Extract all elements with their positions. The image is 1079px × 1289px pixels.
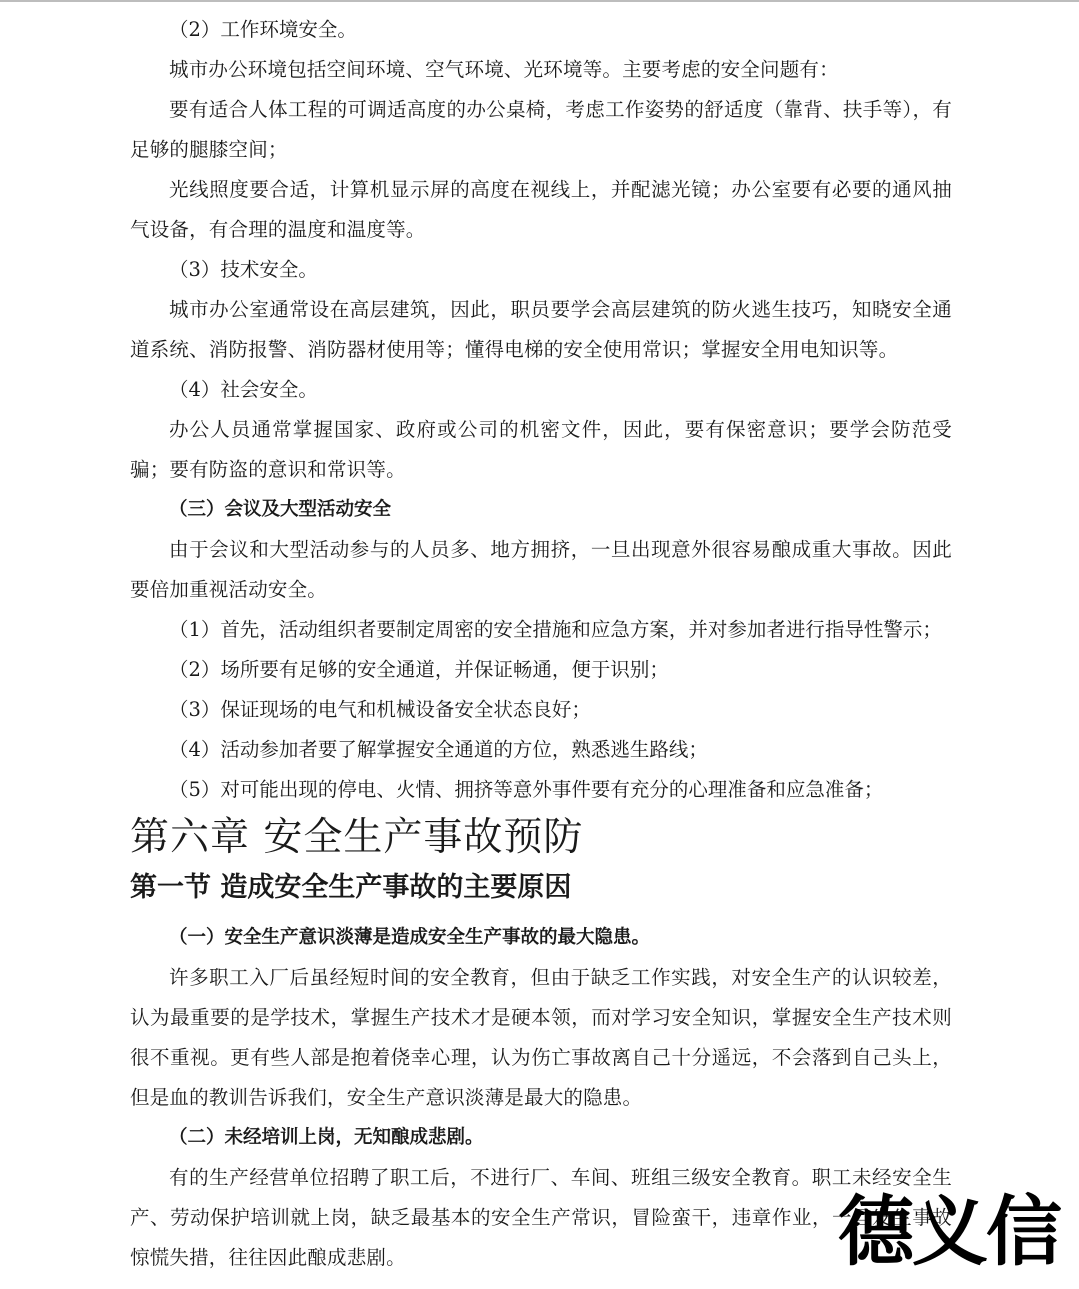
- page-top-border: [0, 0, 1079, 2]
- list-heading: （4）社会安全。: [169, 378, 318, 401]
- paragraph: 办公人员通常掌握国家、政府或公司的机密文件，因此，要有保密意识；要学会防范受骗；要有防盗的意识和常识等。: [130, 418, 952, 481]
- paragraph: 有的生产经营单位招聘了职工后，不进行厂、车间、班组三级安全教育。职工未经安全生产、劳动保护培训就上岗，缺乏最基本的安全生产常识，冒险蛮干，违章作业，一旦发生事故惊慌失措，往往因此酿成悲剧。: [130, 1166, 952, 1269]
- list-item: （2）场所要有足够的安全通道，并保证畅通，便于识别；: [169, 658, 669, 681]
- paragraph: 城市办公室通常设在高层建筑，因此，职员要学会高层建筑的防火逃生技巧，知晓安全通道系统、消防报警、消防器材使用等；懂得电梯的安全使用常识；掌握安全用电知识等。: [130, 298, 952, 361]
- watermark-logo: 德义信: [838, 1187, 1060, 1276]
- paragraph: 许多职工入厂后虽经短时间的安全教育，但由于缺乏工作实践，对安全生产的认识较差，认为最重要的是学技术，掌握生产技术才是硬本领，而对学习安全知识，掌握安全生产技术则很不重视。更有些人部是抱着侥幸心理，认为伤亡事故离自己十分遥远，不会落到自己头上，但是血的教训告诉我们，安全生产意识淡薄是最大的隐患。: [130, 966, 952, 1109]
- paragraph: 城市办公环境包括空间环境、空气环境、光环境等。主要考虑的安全问题有：: [169, 58, 839, 81]
- list-item: （3）保证现场的电气和机械设备安全状态良好；: [169, 698, 591, 721]
- paragraph: 要有适合人体工程的可调适高度的办公桌椅，考虑工作姿势的舒适度（靠背、扶手等），有足够的腿膝空间；: [130, 98, 952, 161]
- content-section-accident-causes: [130, 918, 952, 1278]
- document-body: [130, 10, 952, 1278]
- list-heading: （2）工作环境安全。: [169, 18, 357, 41]
- list-item: （1）首先，活动组织者要制定周密的安全措施和应急方案，并对参加者进行指导性警示；: [169, 618, 942, 641]
- section-title: 第一节 造成安全生产事故的主要原因: [130, 872, 572, 903]
- chapter-title: 第六章 安全生产事故预防: [130, 815, 584, 860]
- content-section-office-safety: [130, 10, 952, 810]
- paragraph: 由于会议和大型活动参与的人员多、地方拥挤，一旦出现意外很容易酿成重大事故。因此要倍加重视活动安全。: [130, 538, 952, 601]
- list-heading: （3）技术安全。: [169, 258, 318, 281]
- subsection-heading: （二）未经培训上岗，无知酿成悲剧。: [169, 1127, 484, 1148]
- subsection-heading: （一）安全生产意识淡薄是造成安全生产事故的最大隐患。: [169, 927, 651, 948]
- subsection-heading: （三）会议及大型活动安全: [169, 499, 392, 520]
- list-item: （5）对可能出现的停电、火情、拥挤等意外事件要有充分的心理准备和应急准备；: [169, 778, 884, 801]
- list-item: （4）活动参加者要了解掌握安全通道的方位，熟悉逃生路线；: [169, 738, 708, 761]
- paragraph: 光线照度要合适，计算机显示屏的高度在视线上，并配滤光镜；办公室要有必要的通风抽气设备，有合理的温度和温度等。: [130, 178, 952, 241]
